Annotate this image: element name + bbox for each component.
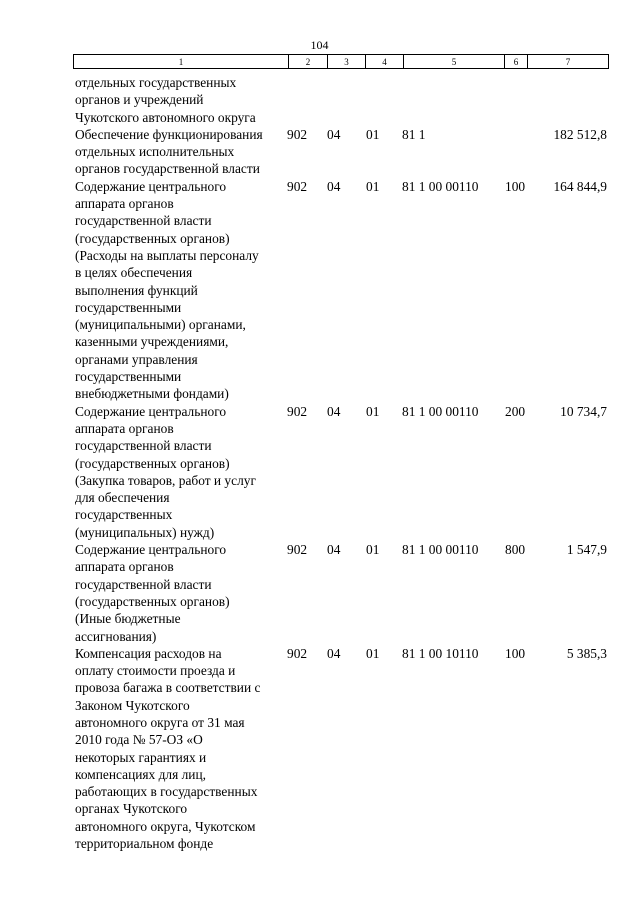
row-subsection-code: 01	[366, 645, 380, 661]
row-subsection-code: 01	[366, 178, 380, 194]
row-target-article: 81 1	[402, 126, 426, 142]
row-section-code: 04	[327, 403, 341, 419]
table-row	[75, 541, 615, 645]
row-ministry-code: 902	[287, 403, 308, 419]
row-subsection-code: 01	[366, 126, 380, 142]
row-target-article: 81 1 00 00110	[402, 403, 479, 419]
row-target-article: 81 1 00 10110	[402, 645, 479, 661]
column-number-5: 5	[404, 55, 505, 69]
row-amount: 5 385,3	[566, 645, 607, 661]
row-amount: 1 547,9	[566, 542, 607, 558]
row-target-article: 81 1 00 00110	[402, 542, 479, 558]
row-description: отдельных государственных органов и учреждений Чукотского автономного округа	[75, 75, 256, 125]
row-subsection-code: 01	[366, 403, 380, 419]
row-description: Содержание центрального аппарата органов государственной власти (государственных органов) (Расходы на выплаты персоналу в целях обеспечения выполнения функций государственными (муниципальными) органами, казенными учреждениями, органами управления государственными внебюджетными фондами)	[75, 178, 259, 402]
row-target-article: 81 1 00 00110	[402, 178, 479, 194]
row-description: Обеспечение функционирования отдельных исполнительных органов государственной власти	[75, 126, 263, 177]
column-number-1: 1	[74, 55, 289, 69]
column-number-row	[74, 55, 609, 69]
row-amount: 10 734,7	[560, 403, 607, 419]
row-subsection-code: 01	[366, 542, 380, 558]
row-amount: 182 512,8	[553, 126, 607, 142]
row-section-code: 04	[327, 178, 341, 194]
page-number: 104	[310, 38, 329, 52]
table-row	[75, 403, 615, 541]
table-row	[75, 126, 615, 178]
row-ministry-code: 902	[287, 542, 308, 558]
table-row	[75, 178, 615, 403]
row-expense-type: 100	[505, 645, 526, 661]
row-expense-type: 100	[505, 178, 526, 194]
column-number-4: 4	[366, 55, 404, 69]
table-row	[75, 645, 615, 853]
row-description: Содержание центрального аппарата органов государственной власти (государственных органов) (Закупка товаров, работ и услуг для обеспечения государственных (муниципальных) нужд)	[75, 403, 256, 540]
row-description: Компенсация расходов на оплату стоимости проезда и провоза багажа в соответствии с Законом Чукотского автономного округа от 31 мая 2010 года № 57-ОЗ «О некоторых гарантиях и компенсациях для лиц, работающих в государственных органах Чукотского автономного округа, Чукотском территориальном фонде	[75, 645, 261, 852]
row-expense-type: 800	[505, 542, 526, 558]
row-section-code: 04	[327, 542, 341, 558]
budget-table-body	[75, 74, 615, 852]
column-number-6: 6	[505, 55, 528, 69]
row-amount: 164 844,9	[553, 178, 607, 194]
row-ministry-code: 902	[287, 178, 308, 194]
row-ministry-code: 902	[287, 645, 308, 661]
column-number-3: 3	[328, 55, 366, 69]
column-header-table	[73, 54, 609, 69]
row-expense-type: 200	[505, 403, 526, 419]
row-ministry-code: 902	[287, 126, 308, 142]
column-number-7: 7	[528, 55, 609, 69]
column-number-2: 2	[289, 55, 328, 69]
row-description: Содержание центрального аппарата органов государственной власти (государственных органов) (Иные бюджетные ассигнования)	[75, 542, 230, 644]
table-row	[75, 74, 615, 126]
row-section-code: 04	[327, 645, 341, 661]
row-section-code: 04	[327, 126, 341, 142]
